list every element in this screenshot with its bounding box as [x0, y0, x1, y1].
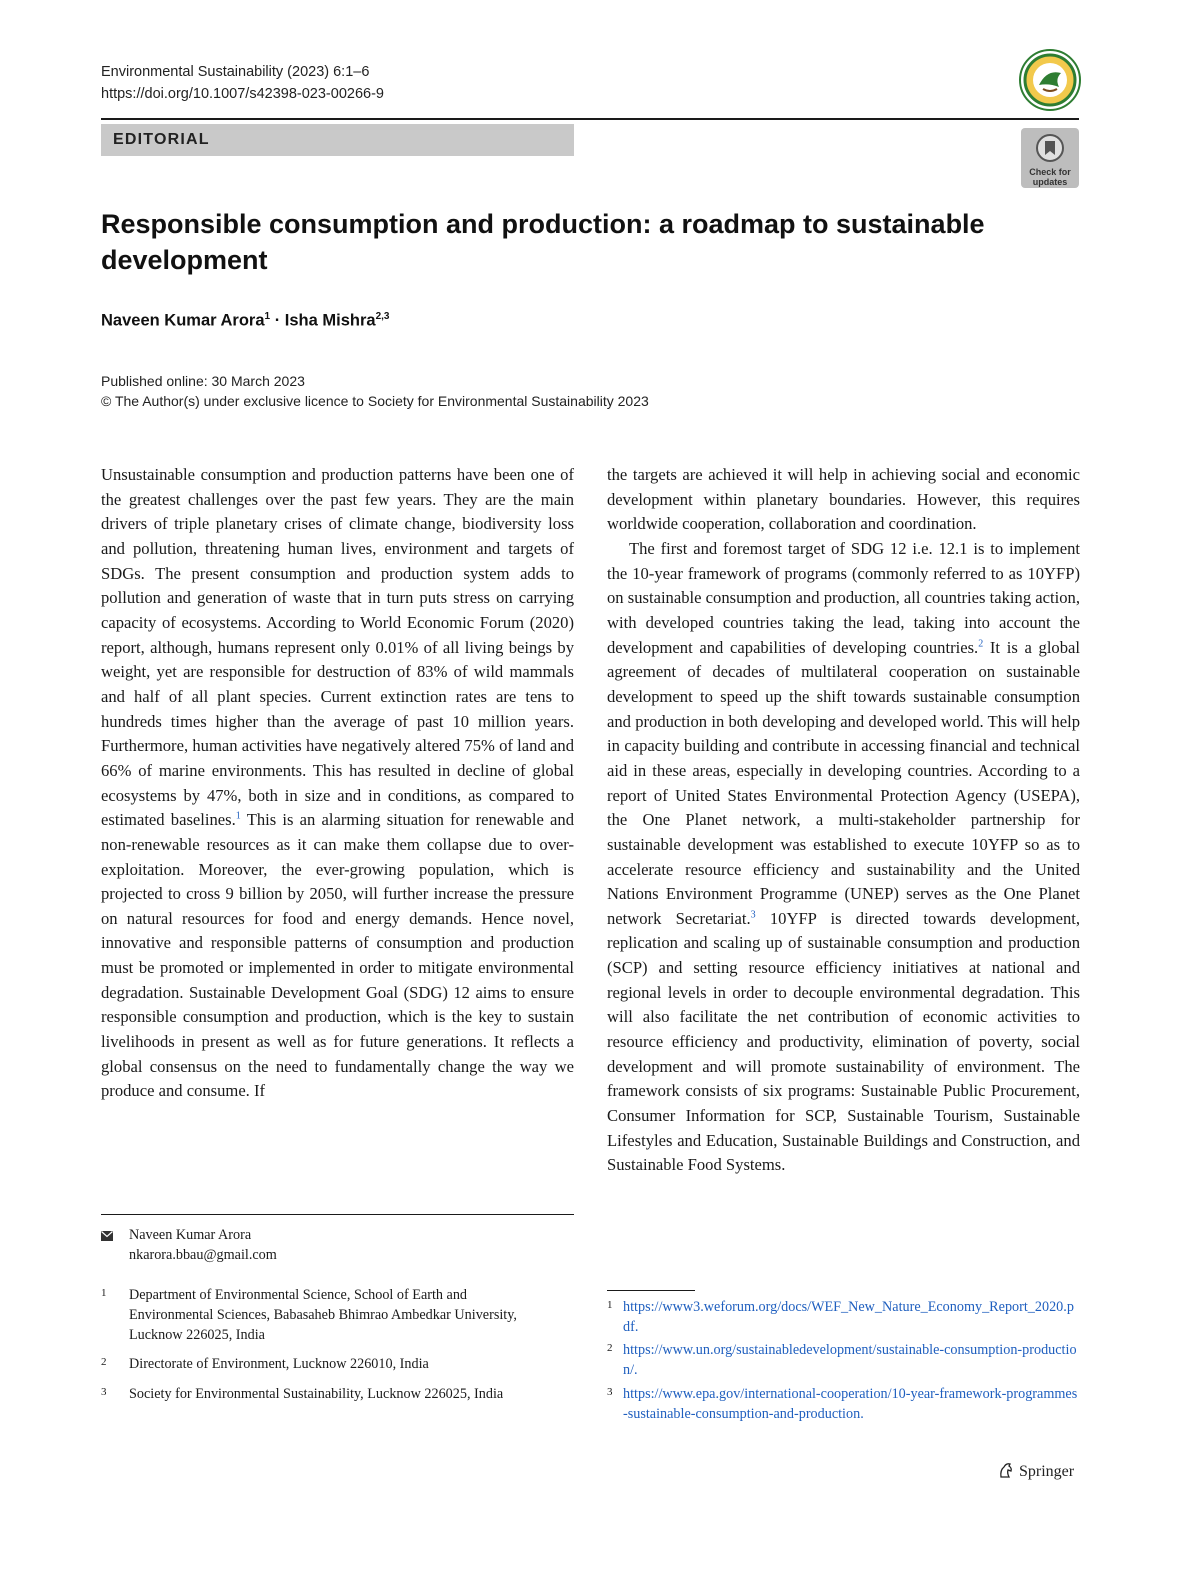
footnote-ref[interactable]: 3	[750, 909, 756, 921]
footnote-rule	[607, 1290, 695, 1291]
check-updates-line2: updates	[1032, 177, 1068, 187]
body-text: This is an alarming situation for renewable and non-renewable resources as it can make them collapse due to over-exploitation. Moreover, the ever-growing population, which is projected to cross 9 billion by 2050, will further increase the pressure on natural resources for food and energy demands. Hence novel, innovative and responsible patterns of consumption and production must be promoted or implemented in order to mitigate environmental degradation. Sustainable Development Goal (SDG) 12 aims to ensure responsible consumption and production, which is the key to sustain livelihoods in present as well as for future generations. It reflects a global consensus on the need to fundamentally change the way we produce and consume. If	[101, 810, 574, 1101]
check-for-updates-badge[interactable]	[1021, 128, 1079, 188]
affiliation-item	[101, 1285, 541, 1345]
affiliation-text: Directorate of Environment, Lucknow 226010, India	[129, 1356, 429, 1372]
affiliation-number: 3	[101, 1386, 107, 1398]
copyright-notice: © The Author(s) under exclusive licence to Society for Environmental Sustainability 2023	[101, 393, 649, 409]
author-name[interactable]: Isha Mishra	[284, 311, 376, 330]
article-type-band: EDITORIAL	[101, 124, 574, 156]
footnote-rule	[101, 1214, 574, 1215]
body-paragraph	[101, 463, 574, 1104]
author-separator: ·	[270, 311, 285, 330]
correspondence-email[interactable]: nkarora.bbau@gmail.com	[129, 1247, 277, 1263]
affiliation-number: 2	[101, 1356, 107, 1368]
footnote-ref[interactable]: 2	[978, 638, 984, 650]
correspondence-name: Naveen Kumar Arora	[129, 1227, 252, 1243]
author-affiliation-ref: 1	[264, 311, 271, 322]
article-title: Responsible consumption and production: a roadmap to sustainable development	[101, 209, 985, 275]
footnote-item	[607, 1340, 1080, 1380]
footnote-ref[interactable]: 1	[235, 810, 241, 822]
body-text: Unsustainable consumption and production patterns have been one of the greatest challenges over the past few years. They are the main drivers of triple planetary crises of climate change, biodiversity loss and pollution, threatening human lives, environment and targets of SDGs. The present consumption and production system adds to pollution and generation of waste that in turn puts stress on carrying capacity of ecosystems. According to World Economic Forum (2020) report, although, humans represent only 0.01% of all living beings by weight, yet are responsible for destruction of 83% of wild mammals and half of all plant species. Current extinction rates are tens to hundreds times higher than the average of past 10 million years. Furthermore, human activities have negatively altered 75% of land and 66% of marine environments. This has resulted in decline of global ecosystems by 47%, both in size and in conditions, as compared to estimated baselines.	[101, 465, 574, 830]
published-date: Published online: 30 March 2023	[101, 373, 305, 389]
affiliation-text: Department of Environmental Science, School of Earth and Environmental Sciences, Babasaheb Bhimrao Ambedkar University, Lucknow 226025, India	[129, 1287, 517, 1343]
author-name[interactable]: Naveen Kumar Arora	[101, 311, 265, 330]
footnote-number: 2	[607, 1342, 613, 1354]
society-logo	[1019, 49, 1081, 111]
body-paragraph	[607, 537, 1080, 1178]
journal-citation: Environmental Sustainability (2023) 6:1–6	[101, 64, 370, 80]
publisher-mark	[997, 1461, 1074, 1481]
footnote-link[interactable]: https://www.epa.gov/international-cooperation/10-year-framework-programmes-sustainable-consumption-and-production.	[623, 1386, 1078, 1422]
correspondence-block	[101, 1225, 574, 1265]
affiliation-item	[101, 1354, 574, 1374]
body-text: It is a global agreement of decades of multilateral cooperation on sustainable development to speed up the shift towards sustainable consumption and production in both developing and developed world. This will help in capacity building and contribute in accessing financial and technical aid in these areas, especially in developing countries. According to a report of United States Environmental Protection Agency (USEPA), the One Planet network, a multi-stakeholder partnership for sustainable development was established to execute 10YFP so as to accelerate resource efficiency and sustainability and the United Nations Environment Programme (UNEP) serves as the One Planet network Secretariat.	[607, 637, 1081, 928]
footnote-number: 3	[607, 1386, 613, 1398]
affiliation-number: 1	[101, 1287, 107, 1299]
doi-link[interactable]: https://doi.org/10.1007/s42398-023-00266-9	[101, 86, 384, 102]
footnote-link[interactable]: https://www.un.org/sustainabledevelopment/sustainable-consumption-production/.	[623, 1342, 1077, 1378]
body-text: 10YFP is directed towards development, replication and scaling up of sustainable consumption and production (SCP) and setting resource efficiency initiatives at national and regional levels in order to decouple environmental degradation. This will also facilitate the net contribution of economic activities to resource efficiency and productivity, elimination of poverty, social development and will promote sustainability of environment. The framework consists of six programs: Sustainable Public Procurement, Consumer Information for SCP, Sustainable Tourism, Sustainable Lifestyles and Education, Sustainable Buildings and Construction, and Sustainable Food Systems.	[607, 908, 1081, 1175]
body-paragraph: the targets are achieved it will help in achieving social and economic development within planetary boundaries. However, this requires worldwide cooperation, collaboration and coordination.	[607, 465, 1080, 534]
header-rule	[101, 118, 1079, 120]
affiliation-item	[101, 1384, 541, 1404]
springer-horse-icon	[997, 1461, 1015, 1479]
body-column-left	[101, 463, 574, 1104]
envelope-icon	[101, 1231, 113, 1241]
affiliation-text: Society for Environmental Sustainability, Lucknow 226025, India	[129, 1386, 504, 1402]
footnote-link[interactable]: https://www3.weforum.org/docs/WEF_New_Nature_Economy_Report_2020.pdf.	[623, 1299, 1074, 1335]
bookmark-icon	[1035, 133, 1065, 163]
footnote-item	[607, 1297, 1080, 1337]
author-line	[101, 311, 389, 331]
author-affiliation-ref: 2,3	[375, 311, 390, 322]
footnote-item	[607, 1384, 1080, 1424]
footnote-number: 1	[607, 1299, 613, 1311]
body-text: The first and foremost target of SDG 12 i.e. 12.1 is to implement the 10-year framework of programs (commonly referred to as 10YFP) on sustainable consumption and production, all countries taking action, with developed countries taking the lead, taking into account the development and capabilities of developing countries.	[607, 538, 1080, 657]
body-column-right	[607, 463, 1080, 1178]
publisher-name: Springer	[1019, 1463, 1075, 1480]
check-updates-line1: Check for	[1029, 167, 1071, 177]
